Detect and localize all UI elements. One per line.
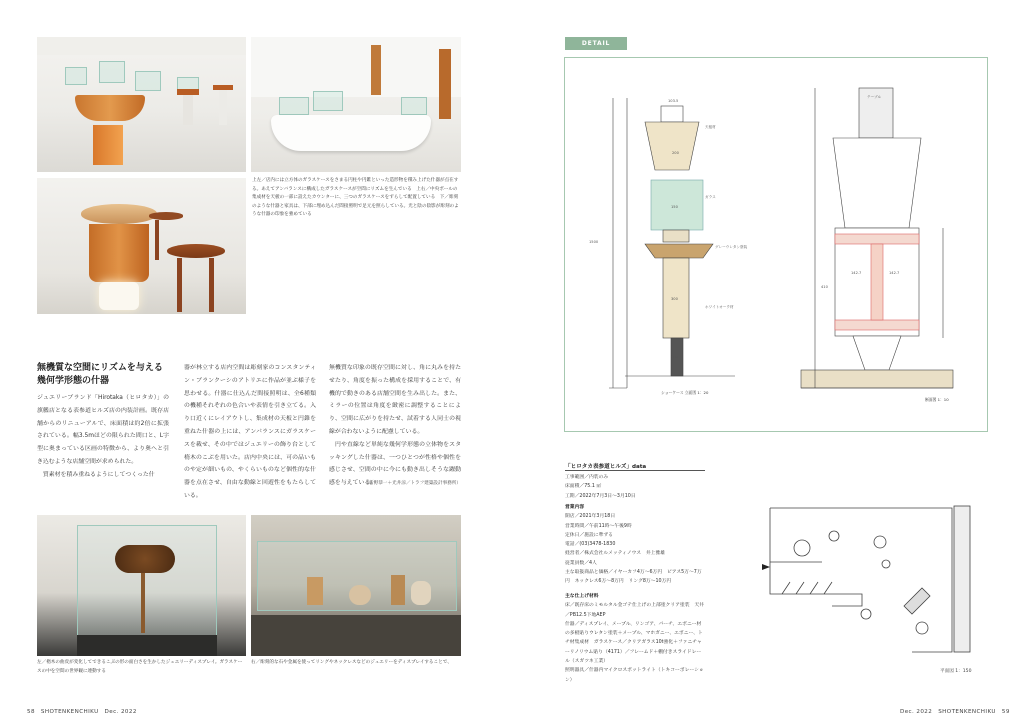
sales-line-3: 電話／(03)3478-1830	[565, 542, 616, 548]
photo-shop-counter-right	[251, 37, 461, 172]
drawing-label-10: テーブル	[867, 95, 882, 99]
sales-line-5: 従業員数／4人	[565, 560, 597, 566]
drawing-label-13: 410	[821, 285, 828, 289]
drawing-label-4: グレーウレタン塗装	[715, 245, 748, 249]
drawing-label-8: 140	[671, 355, 678, 359]
drawing-label-6: 150	[671, 205, 678, 209]
data-block-general	[565, 473, 705, 501]
sales-line-4: 経営者／株式会社ルメッティノウス 井上雅雄	[565, 551, 666, 557]
sales-line-0: 開店／2021年3月18日	[565, 514, 616, 520]
drawing-label-9: 1500	[589, 240, 599, 244]
sales-line-1: 営業時間／午前11時〜午後9時	[565, 523, 632, 529]
data-line-0: 工事範囲／内装のみ	[565, 475, 609, 480]
sales-heading: 営業内容	[565, 505, 585, 510]
data-line-1: 床面積／75.1 ㎡	[565, 484, 602, 490]
article-heading-text: 無機質な空間にリズムを与える 幾何学形態の什器	[37, 363, 163, 386]
data-block-sales	[565, 503, 705, 587]
sales-line-2: 定休日／施設に準ずる	[565, 532, 613, 538]
finish-heading: 主な仕上げ材料	[565, 594, 599, 599]
floor-plan	[762, 502, 974, 660]
body-column-2: 器が林立する店内空間は彫刻家のコンスタンティン・ブランクーシのアトリエに作品が並ぶ様子を思わせる。什器に仕込んだ間接照明は、全6種類の機種それぞれの色合いや表情を引き立てる。入り口近くにレイアウトし、集成材の天板と円錐を重ねた什器の上には、アンバランスにガラスケースを載せ、その中ではジュエリーの飾り台として楕木のこぶを用いた。店内中央には、可の品いものや定が細いもの、やくらいものなど個性的な什器を点在させ、自由な動線と回遊性をもたらしている。	[184, 365, 316, 499]
detail-label: DETAIL	[565, 37, 627, 50]
data-rule	[565, 470, 705, 471]
floor-plan-drawing	[762, 502, 974, 660]
photo-jewelry-display-burl	[37, 515, 246, 656]
article-credit: （新野恭一＋光井涼／トラフ建築設計事務所）	[364, 481, 461, 486]
drawing-label-1: 200	[672, 151, 679, 155]
finish-line-2: 照明器具／什器内マイクロスポットライト（トキコーポレーション）	[565, 668, 704, 683]
photo-shop-display-left	[37, 37, 246, 172]
drawing-label-7: 300	[671, 297, 678, 301]
drawing-left-caption: ショーケース 立面図 1：20	[661, 390, 709, 395]
photo-sculptural-fixture	[37, 178, 246, 314]
drawing-label-2: 天板材	[705, 125, 716, 129]
detail-drawings	[565, 58, 989, 433]
body-column-1: ジュエリーブランド「Hirotaka（ヒロタカ）」の旗艦店となる表参道ヒルズ店の内装計画。既存店舗からのリニューアルで、床面積は約2倍に拡張されている。幅3.5mほどの限られた間口と、L字型に奥まっている区画の特徴から、より奥へと引き込むような店舗空間が求められた。 質素材を積み重ねるようにしてつくった什	[37, 395, 169, 478]
article-heading	[37, 362, 163, 388]
sales-line-6: 主な取扱商品と価格／イヤーカフ4万〜6万円 ピアス5万〜7万円 ネックレス6万〜8万円 リング8万〜10万円	[565, 570, 702, 585]
photo-caption-bottom-right: 右／彫刻的な石や金属を使ってリングやネックレスなどのジュエリーをディスプレイすることで、	[251, 660, 452, 665]
folio-left: 58 SHOTENKENCHIKU Dec. 2022	[27, 709, 137, 715]
drawing-label-11: 142.7	[851, 271, 862, 275]
photo-jewelry-display-stones	[251, 515, 461, 656]
photo-caption-top: 上左／店内には立方体のガラスケースをさまる円柱や円錐といった造形物を積み上げた什器が点在する。あえてアンバランスに構成したガラスケースが空間にリズムを生んでいる 上右／中央ボールの集成材を天板の一部に設えたカウンターに、三つのガラスケースをずらして配置している 下／彫刻のような什器と家具は、下部に埋め込んだ間接照明で足元を照らしている。光と陰の陰影が彫刻のような什器の印象を強めている	[252, 178, 459, 218]
data-title: 「ヒロタカ表参道ヒルズ」data	[565, 464, 647, 470]
finish-line-0: 床／既存床のミモルタル金ゴテ仕上げの上部塗クリア塗装 天井／PB12.5下地AEP	[565, 603, 704, 618]
data-line-2: 工期／2022年7月3日〜3月10日	[565, 493, 636, 499]
drawing-right-caption: 断面図 1：10	[925, 397, 949, 402]
drawing-label-12: 142.7	[889, 271, 900, 275]
folio-right: Dec. 2022 SHOTENKENCHIKU 59	[900, 709, 1010, 715]
photo-caption-bottom-left: 左／楕木の曲皮が変化してできるこぶの形の面白さを生かしたジュエリーディスプレイ。ガラスケースの中を空間の世界観に連動する	[37, 660, 243, 674]
drawing-label-0: 103.5	[668, 99, 679, 103]
plan-caption: 平面図 1：150	[940, 669, 972, 674]
body-column-3: 無機質な印象の既存空間に対し、角に丸みを持たせたり、角度を振った構成を採用することで、有機的で動きのある店舗空間を生み出した。また、ミラーの位置は角度を緻密に調整することにより、空間に広がりを持たせ、試着する人同士の視線が合わないように配慮している。 円や直線など単純な幾何学形態の立体物をスタッキングした什器は、一つひとつが性格や個性を感じさせ、空間の中に今にも動き出しそうな躍動感を与えている。	[329, 365, 461, 487]
drawing-label-3: ガラス	[705, 195, 716, 199]
drawing-label-5: ホワイトオーク材	[705, 305, 734, 309]
detail-drawing-frame	[564, 57, 988, 432]
data-block-finishes	[565, 592, 705, 685]
finish-line-1: 什器／ディスプレイ、メープル、リンゴア、バーチ、エボニー材の多板貼りウレタン塗装＋メープル、マホガニー、エボニー、トチ材集成材 ガラスケース／クリアガラス10t強化＋ファニチャーリノリウム貼り（4171）／フレームド＋棚付きスライドレール（スガツネ工業）	[565, 621, 703, 665]
